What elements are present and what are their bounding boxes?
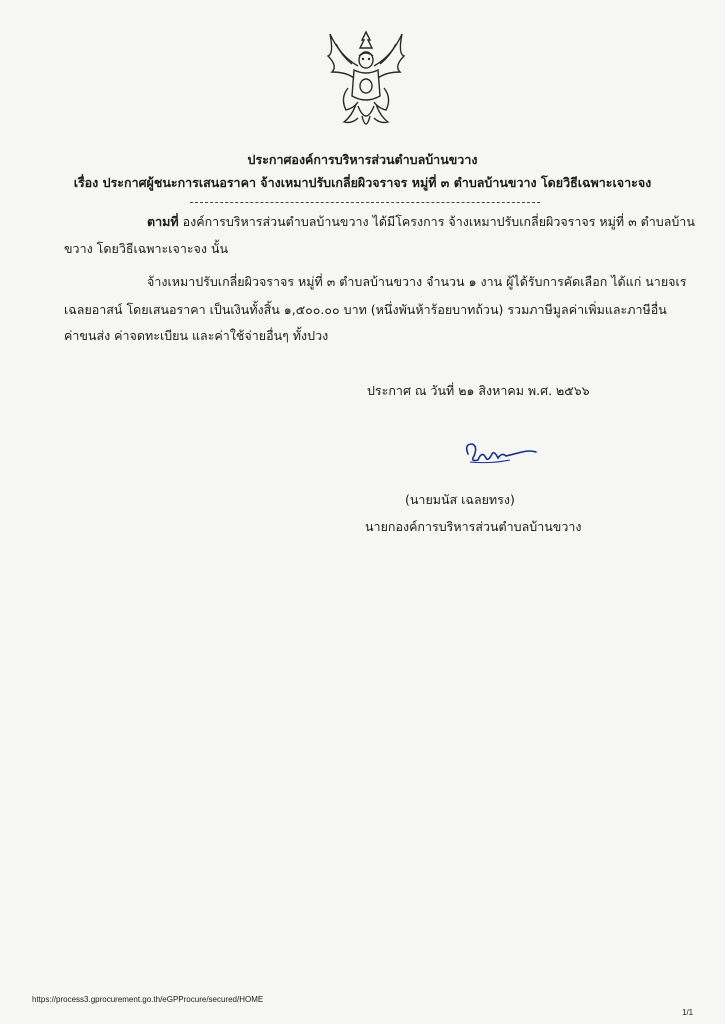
signer-title: นายกองค์การบริหารส่วนตำบลบ้านขวาง xyxy=(365,519,582,534)
announcement-subject: เรื่อง ประกาศผู้ชนะการเสนอราคา จ้างเหมาปรับเกลี่ยผิวจราจร หมู่ที่ ๓ ตำบลบ้านขวาง โดยวิธีเฉพาะเจาะจง xyxy=(73,175,652,190)
divider xyxy=(190,202,540,203)
announcement-date: ประกาศ ณ วันที่ ๒๑ สิงหาคม พ.ศ. ๒๕๖๖ xyxy=(367,383,590,398)
handwritten-signature xyxy=(460,436,540,470)
announcement-title: ประกาศองค์การบริหารส่วนตำบลบ้านขวาง xyxy=(247,152,478,167)
signer-name: (นายมนัส เฉลยทรง) xyxy=(405,492,515,507)
paragraph-1-line-2: ขวาง โดยวิธีเฉพาะเจาะจง นั้น xyxy=(64,241,229,256)
paragraph-2-line-3: ค่าขนส่ง ค่าจดทะเบียน และค่าใช้จ่ายอื่นๆ ทั้งปวง xyxy=(64,328,329,343)
paragraph-2-line-1: จ้างเหมาปรับเกลี่ยผิวจราจร หมู่ที่ ๓ ตำบลบ้านขวาง จำนวน ๑ งาน ผู้ได้รับการคัดเลือก ได้แก่ นายจเร xyxy=(147,274,687,289)
paragraph-2-line-2: เฉลยอาสน์ โดยเสนอราคา เป็นเงินทั้งสิ้น ๑,๕๐๐.๐๐ บาท (หนึ่งพันห้าร้อยบาทถ้วน) รวมภาษีมูลค่าเพิ่มและภาษีอื่น xyxy=(64,302,667,317)
page-number: 1/1 xyxy=(682,1008,694,1017)
footer-url: https://process3.gprocurement.go.th/eGPProcure/secured/HOME xyxy=(32,995,264,1004)
paragraph-1-text: องค์การบริหารส่วนตำบลบ้านขวาง ได้มีโครงการ จ้างเหมาปรับเกลี่ยผิวจราจร หมู่ที่ ๓ ตำบลบ้าน xyxy=(178,214,695,229)
garuda-emblem-icon xyxy=(318,26,414,136)
paragraph-1-prefix: ตามที่ xyxy=(147,214,179,229)
paragraph-1-line-1 xyxy=(147,214,695,230)
